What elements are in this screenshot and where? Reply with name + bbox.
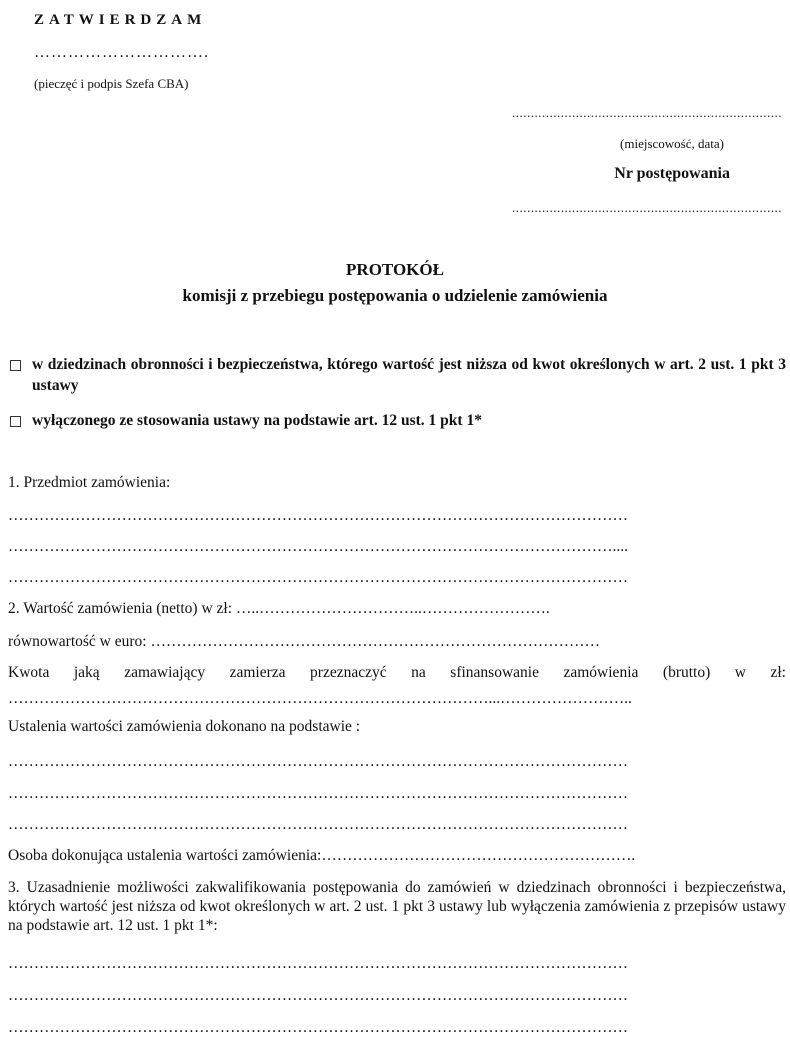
justification-line-2[interactable]: …………………………………………………………………………………………………………	[8, 987, 628, 1004]
value-basis-label: Ustalenia wartości zamówienia dokonano na podstawie :	[8, 718, 361, 735]
gross-amount-label: Kwota jaką zamawiający zamierza przeznaczyć na sfinansowanie zamówienia (brutto) w zł:	[8, 664, 786, 681]
section1-label: 1. Przedmiot zamówienia:	[8, 474, 171, 491]
procedure-number-field[interactable]: ........................................................................	[512, 200, 782, 215]
checkbox-icon[interactable]	[10, 416, 21, 427]
net-value-field[interactable]: 2. Wartość zamówienia (netto) w zł: …..…………………………..…………………….	[8, 600, 550, 617]
subject-line-2[interactable]: ………………………………………………………………………………………………………....	[8, 538, 628, 555]
subject-line-1[interactable]: …………………………………………………………………………………………………………	[8, 507, 628, 524]
seal-signature-label: (pieczęć i podpis Szefa CBA)	[34, 76, 189, 91]
approval-heading: ZATWIERDZAM	[34, 12, 207, 28]
value-basis-line-3[interactable]: …………………………………………………………………………………………………………	[8, 816, 628, 833]
document-subtitle: komisji z przebiegu postępowania o udzielenie zamówienia	[182, 286, 608, 305]
value-basis-line-1[interactable]: …………………………………………………………………………………………………………	[8, 753, 628, 770]
justification-line-3[interactable]: …………………………………………………………………………………………………………	[8, 1019, 628, 1036]
procedure-number-label: Nr postępowania	[614, 165, 730, 182]
option-label: wyłączonego ze stosowania ustawy na podstawie art. 12 ust. 1 pkt 1*	[32, 412, 482, 429]
subject-line-3[interactable]: …………………………………………………………………………………………………………	[8, 569, 628, 586]
document-title: PROTOKÓŁ	[346, 260, 444, 279]
option-label: w dziedzinach obronności i bezpieczeństwa, którego wartość jest niższa od kwot określonych w art. 2 ust. 1 pkt 3 ustawy	[32, 356, 786, 394]
section3-justification-text: 3. Uzasadnienie możliwości zakwalifikowania postępowania do zamówień w dziedzinach obronności i bezpieczeństwa, których wartość jest niższa od kwot określonych w art. 2 ust. 1 pkt 3 ustawy lub wyłączenia zamówienia z przepisów ustawy na podstawie art. 12 ust. 1 pkt 1*:	[8, 879, 786, 934]
place-date-field[interactable]: ........................................................................	[512, 105, 782, 120]
signature-placeholder[interactable]: ………………………….	[34, 44, 209, 61]
value-basis-line-2[interactable]: …………………………………………………………………………………………………………	[8, 785, 628, 802]
gross-amount-field[interactable]: …………………………………………………………………………………...……………………..	[8, 690, 632, 707]
euro-value-field[interactable]: równowartość w euro: ……………………………………………………………………………	[8, 633, 600, 650]
option-defense-security[interactable]	[8, 354, 786, 396]
option-excluded-art12[interactable]	[8, 410, 786, 431]
checkbox-icon[interactable]	[10, 360, 21, 371]
justification-line-1[interactable]: …………………………………………………………………………………………………………	[8, 955, 628, 972]
valuation-person-field[interactable]: Osoba dokonująca ustalenia wartości zamówienia:…………………………………………………….	[8, 847, 636, 864]
place-date-label: (miejscowość, data)	[620, 136, 724, 151]
